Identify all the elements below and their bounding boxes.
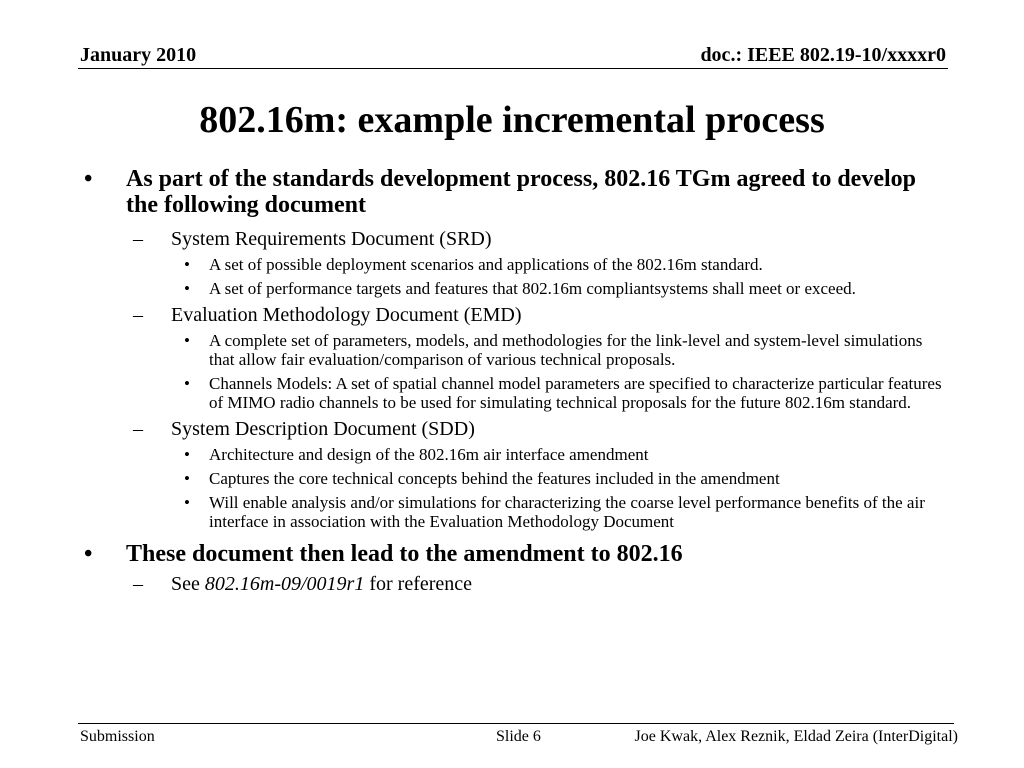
see-reference-line: [171, 573, 472, 595]
see-prefix: See: [171, 573, 205, 595]
sub-bullet-emd: [133, 304, 944, 326]
sub-bullet-marker: •: [184, 331, 190, 350]
sdd-item-text: Captures the core technical concepts behind the features included in the amendment: [209, 469, 780, 488]
srd-item-2: [184, 279, 944, 298]
emd-item-1: [184, 331, 944, 369]
emd-item-text: Channels Models: A set of spatial channel model parameters are specified to characterize particular features of MIMO radio channels to be used for simulating technical proposals for the future 802.16m standard.: [209, 374, 942, 412]
srd-item-1: [184, 255, 944, 274]
sub-bullet-marker: •: [184, 469, 190, 488]
sdd-label: System Description Document (SDD): [171, 418, 475, 440]
sdd-item-3: [184, 493, 944, 531]
see-suffix: for reference: [364, 573, 473, 595]
header-doc-id: doc.: IEEE 802.19-10/xxxxr0: [700, 44, 946, 66]
sdd-item-1: [184, 445, 944, 464]
footer-submission: Submission: [80, 728, 155, 745]
srd-item-text: A set of performance targets and features that 802.16m compliantsystems shall meet or exceed.: [209, 279, 856, 298]
header-divider: [78, 68, 948, 69]
footer-divider: [78, 723, 954, 724]
sub-bullet-see: [133, 573, 944, 595]
footer-authors: Joe Kwak, Alex Reznik, Eldad Zeira (InterDigital): [634, 728, 958, 745]
sub-bullet-marker: •: [184, 493, 190, 512]
dash-marker: –: [133, 573, 143, 595]
bullet-marker: •: [84, 541, 93, 567]
footer-slide-number: Slide 6: [496, 728, 541, 745]
bullet-1-text: As part of the standards development process, 802.16 TGm agreed to develop the following document: [126, 166, 916, 218]
dash-marker: –: [133, 304, 143, 326]
emd-label: Evaluation Methodology Document (EMD): [171, 304, 522, 326]
reference-doc-id: 802.16m-09/0019r1: [204, 573, 365, 595]
bullet-2: [84, 541, 944, 567]
sub-bullet-marker: •: [184, 279, 190, 298]
sdd-item-text: Architecture and design of the 802.16m air interface amendment: [209, 445, 649, 464]
sub-bullet-marker: •: [184, 255, 190, 274]
bullet-marker: •: [84, 166, 93, 192]
sub-bullet-marker: •: [184, 374, 190, 393]
header-date: January 2010: [80, 44, 197, 66]
sdd-item-2: [184, 469, 944, 488]
sub-bullet-marker: •: [184, 445, 190, 464]
sdd-item-text: Will enable analysis and/or simulations for characterizing the coarse level performance benefits of the air interface in association with the Evaluation Methodology Document: [209, 493, 925, 531]
emd-item-text: A complete set of parameters, models, and methodologies for the link-level and system-level simulations that allow fair evaluation/comparison of various technical proposals.: [209, 331, 923, 369]
bullet-1: [84, 166, 944, 218]
srd-item-text: A set of possible deployment scenarios and applications of the 802.16m standard.: [209, 255, 763, 274]
dash-marker: –: [133, 228, 143, 250]
emd-item-2: [184, 374, 944, 412]
srd-label: System Requirements Document (SRD): [171, 228, 492, 250]
dash-marker: –: [133, 418, 143, 440]
bullet-2-text: These document then lead to the amendment to 802.16: [126, 541, 683, 567]
sub-bullet-sdd: [133, 418, 944, 440]
slide-title: 802.16m: example incremental process: [199, 99, 825, 141]
slide-body: [84, 166, 944, 595]
sub-bullet-srd: [133, 228, 944, 250]
